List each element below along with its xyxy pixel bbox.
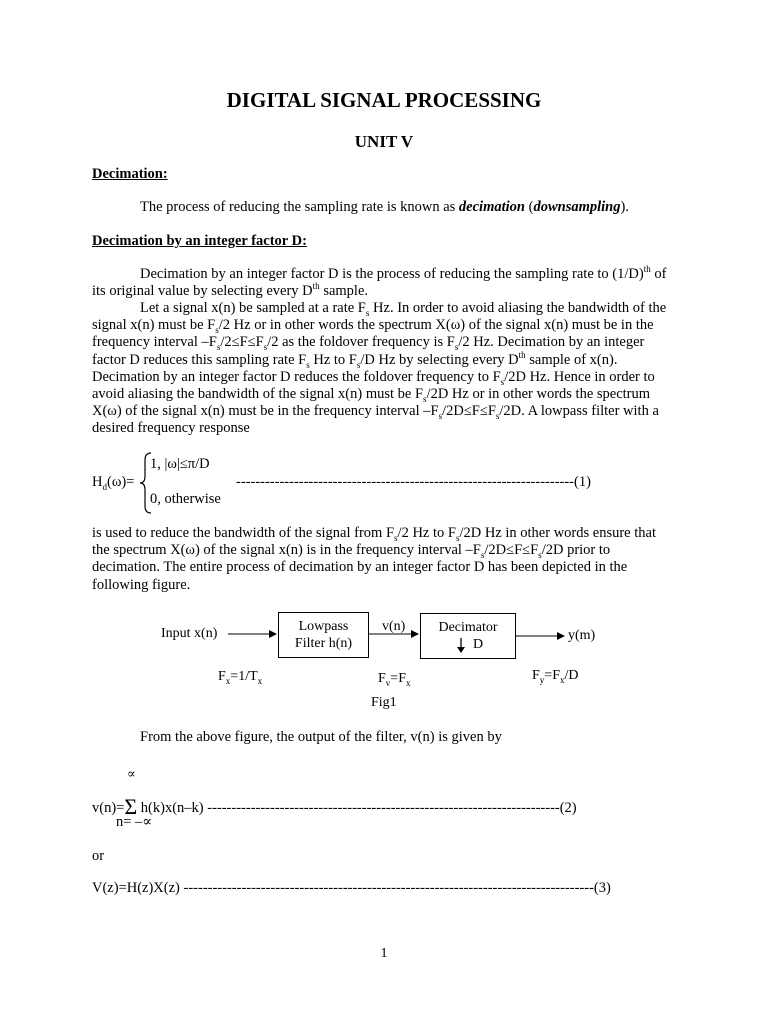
equation-2-lower-limit: n= –∝ [116,814,153,830]
equation-1-case-1: 1, |ω|≤π/D [150,456,210,472]
equation-1-lhs: $H_d(\omega)=$ [92,474,135,492]
decimation-block-diagram [0,600,768,680]
unit-heading: UNIT V [354,132,414,151]
paragraph-bandwidth: is used to reduce the bandwidth of the signal from $F_s/2$ Hz to $F_s/2D$ Hz in other words ensure that the spectrum X(ω) of the signal x(n) is in the frequency interval $-F_s/2D\le F\le F_s/2D$ prior to decimation. The entire process of decimation by an integer factor D has been depicted in the following figure. [92,525,656,593]
paragraph-aliasing: Let a signal x(n) be sampled at a rate $F_s$ Hz. In order to avoid aliasing the bandwidth of the signal x(n) must be $F_s/2$ Hz or in other words the spectrum X(ω) of the signal x(n) must be in the frequency interval $-F_s/2\le F\le F_s/2$ as the foldover frequency is $F_s/2$ Hz. Decimation by an integer factor D reduces this sampling rate $F_s$ Hz to $F_s/D$ Hz by selecting every Dth sample of x(n). Decimation by an integer factor D reduces the foldover frequency to $F_s/2D$ Hz. Hence in order to avoid aliasing the bandwidth of the signal x(n) must be $F_s/2D$ Hz or in other words the spectrum X(ω) of the signal x(n) must be in the frequency interval $-F_s/2D\le F\le F_s/2D$. A lowpass filter with a desired frequency response [92,300,667,437]
equation-2: v(n)=Σ h(k)x(n–k) -------------------------------------------------------------------------(2) [92,794,577,819]
equation-2-upper-limit: ∝ [127,766,136,781]
output-rate-label: $F_y=F_x/D$ [532,668,579,685]
decimator-block: Decimator D [420,613,516,659]
input-label: Input x(n) [161,626,218,641]
page-number: 1 [380,946,388,961]
section-heading-integer-factor: Decimation by an integer factor D: [92,233,307,249]
down-arrow-icon [456,638,466,654]
equation-1-case-2: 0, otherwise [150,491,221,507]
summation-symbol: Σ [124,794,138,819]
equation-3: V(z)=H(z)X(z) -------------------------------------------------------------------------------------(3) [92,880,611,896]
output-label: y(m) [568,628,596,643]
intermediate-signal-label: v(n) [382,619,406,634]
paragraph-intro: Decimation by an integer factor D is the process of reducing the sampling rate to $(1/D)^{th}$ of its original value by selecting every Dth sample. [92,264,667,300]
input-rate-label: $F_x=1/T_x$ [218,669,263,686]
or-text: or [92,848,105,864]
figure-caption: Fig1 [371,695,397,710]
filter-output-intro: From the above figure, the output of the filter, v(n) is given by [140,729,502,745]
equation-1-number: ----------------------------------------------------------------------(1) [236,474,591,490]
lowpass-filter-block: Lowpass Filter h(n) [278,612,369,658]
section-heading-decimation: Decimation: [92,166,168,182]
decimation-definition: The process of reducing the sampling rate is known as decimation (downsampling). [140,199,629,215]
document-title: DIGITAL SIGNAL PROCESSING [226,88,542,112]
filter-rate-label: $F_v=F_x$ [378,671,411,688]
